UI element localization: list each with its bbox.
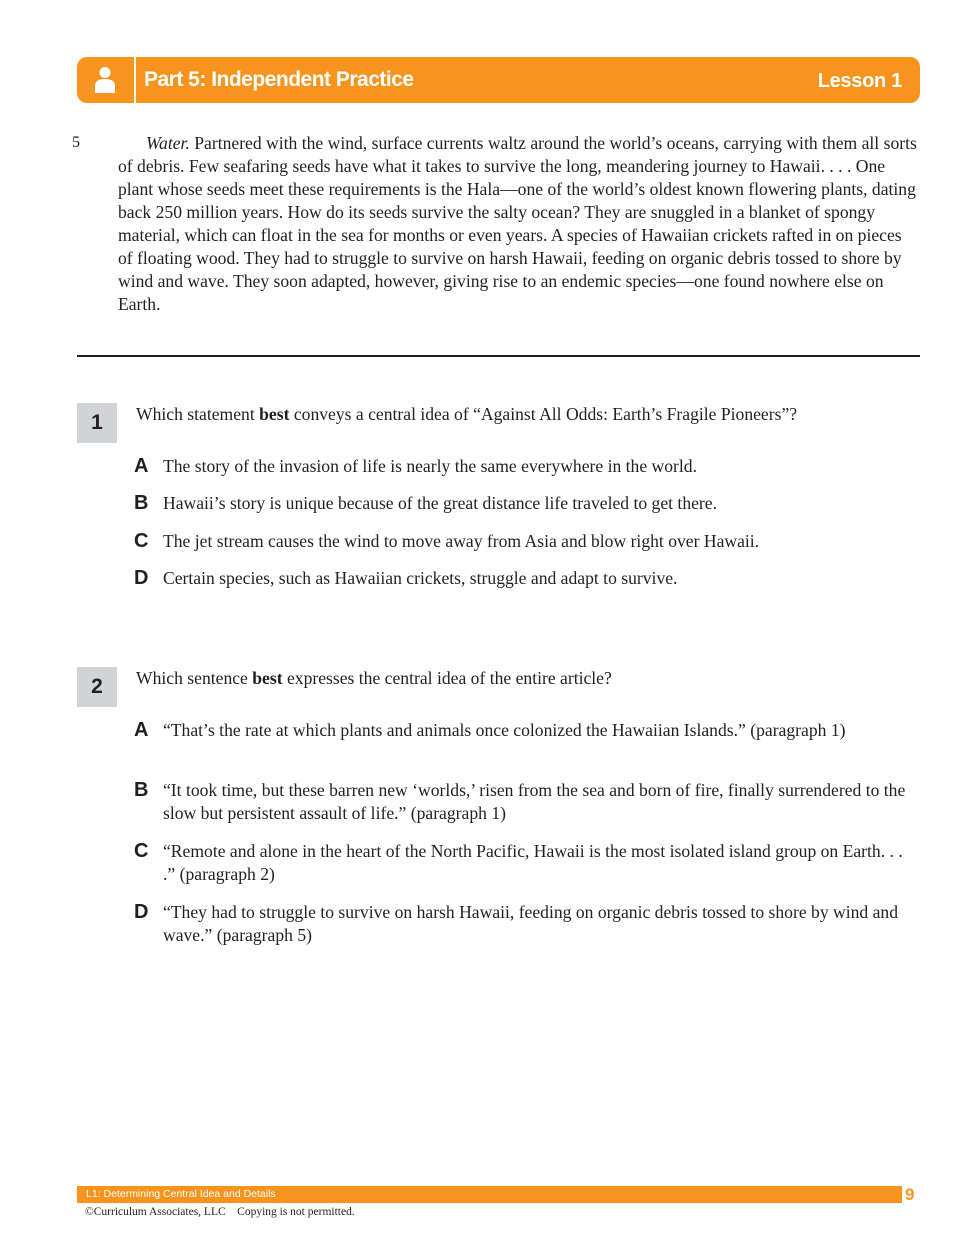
footer-bar <box>77 1186 902 1203</box>
choice-text: “It took time, but these barren new ‘worlds,’ risen from the sea and born of fire, finally surrendered to the slow but persistent assault of life.” (paragraph 1) <box>163 780 906 823</box>
choice-letter: C <box>134 840 149 862</box>
lesson-label: Lesson 1 <box>817 70 902 92</box>
stem-text: expresses the central idea of the entire article? <box>282 668 612 688</box>
page-title: Part 5: Independent Practice <box>144 68 414 91</box>
choice-text: “They had to struggle to survive on harsh Hawaii, feeding on organic debris tossed to shore by wind and wave.” (paragraph 5) <box>163 902 899 945</box>
page-number: 9 <box>905 1185 915 1204</box>
answer-choice-1d[interactable] <box>134 567 919 590</box>
choice-letter: B <box>134 779 149 801</box>
stem-text: Which sentence <box>136 668 253 688</box>
choice-letter: A <box>134 455 149 477</box>
stem-bold: best <box>259 404 290 424</box>
footer-label: L1: Determining Central Idea and Details <box>86 1188 276 1200</box>
stem-text: Which statement <box>136 404 260 424</box>
person-icon <box>77 57 133 103</box>
passage-lead: Water. <box>146 133 190 153</box>
banner-divider <box>134 57 136 103</box>
copyright-notice: ©Curriculum Associates, LLC Copying is not permitted. <box>85 1206 355 1218</box>
paragraph-number: 5 <box>72 134 80 151</box>
choice-text: Hawaii’s story is unique because of the great distance life traveled to get there. <box>163 493 717 513</box>
choice-text: The jet stream causes the wind to move away from Asia and blow right over Hawaii. <box>163 531 760 551</box>
choice-letter: B <box>134 492 149 514</box>
answer-choice-1a[interactable] <box>134 455 919 478</box>
choice-text: “That’s the rate at which plants and animals once colonized the Hawaiian Islands.” (paragraph 1) <box>163 720 846 740</box>
choice-letter: D <box>134 901 149 923</box>
stem-text: conveys a central idea of “Against All Odds: Earth’s Fragile Pioneers”? <box>289 404 798 424</box>
choice-letter: D <box>134 567 149 589</box>
answer-choice-2d[interactable] <box>134 901 919 947</box>
answer-choice-1c[interactable] <box>134 530 919 553</box>
choice-text: The story of the invasion of life is nearly the same everywhere in the world. <box>163 456 697 476</box>
question-number-2: 2 <box>77 667 117 707</box>
answer-choice-2b[interactable] <box>134 779 919 825</box>
passage-paragraph <box>118 132 918 316</box>
section-divider <box>77 355 920 357</box>
question-stem-1 <box>136 403 916 426</box>
choice-text: “Remote and alone in the heart of the North Pacific, Hawaii is the most isolated island group on Earth. . . .” (paragraph 2) <box>163 841 903 884</box>
answer-choice-1b[interactable] <box>134 492 919 515</box>
passage-text: Partnered with the wind, surface currents waltz around the world’s oceans, carrying with them all sorts of debris. Few seafaring seeds have what it takes to survive the long, meandering journey to Hawaii. . . . One plant whose seeds meet these requirements is the Hala—one of the world’s oldest known flowering plants, dating back 250 million years. How do its seeds survive the salty ocean? They are snuggled in a blanket of spongy material, which can float in the sea for months or even years. A species of Hawaiian crickets rafted in on pieces of floating wood. They had to struggle to survive on harsh Hawaii, feeding on organic debris tossed to shore by wind and wave. They soon adapted, however, giving rise to an endemic species—one found nowhere else on Earth. <box>118 133 917 314</box>
question-stem-2 <box>136 667 916 690</box>
answer-choice-2c[interactable] <box>134 840 919 886</box>
stem-bold: best <box>252 668 283 688</box>
choice-text: Certain species, such as Hawaiian crickets, struggle and adapt to survive. <box>163 568 678 588</box>
question-number-1: 1 <box>77 403 117 443</box>
choice-letter: A <box>134 719 149 741</box>
choice-letter: C <box>134 530 149 552</box>
answer-choice-2a[interactable] <box>134 719 919 742</box>
header-banner <box>77 57 920 103</box>
